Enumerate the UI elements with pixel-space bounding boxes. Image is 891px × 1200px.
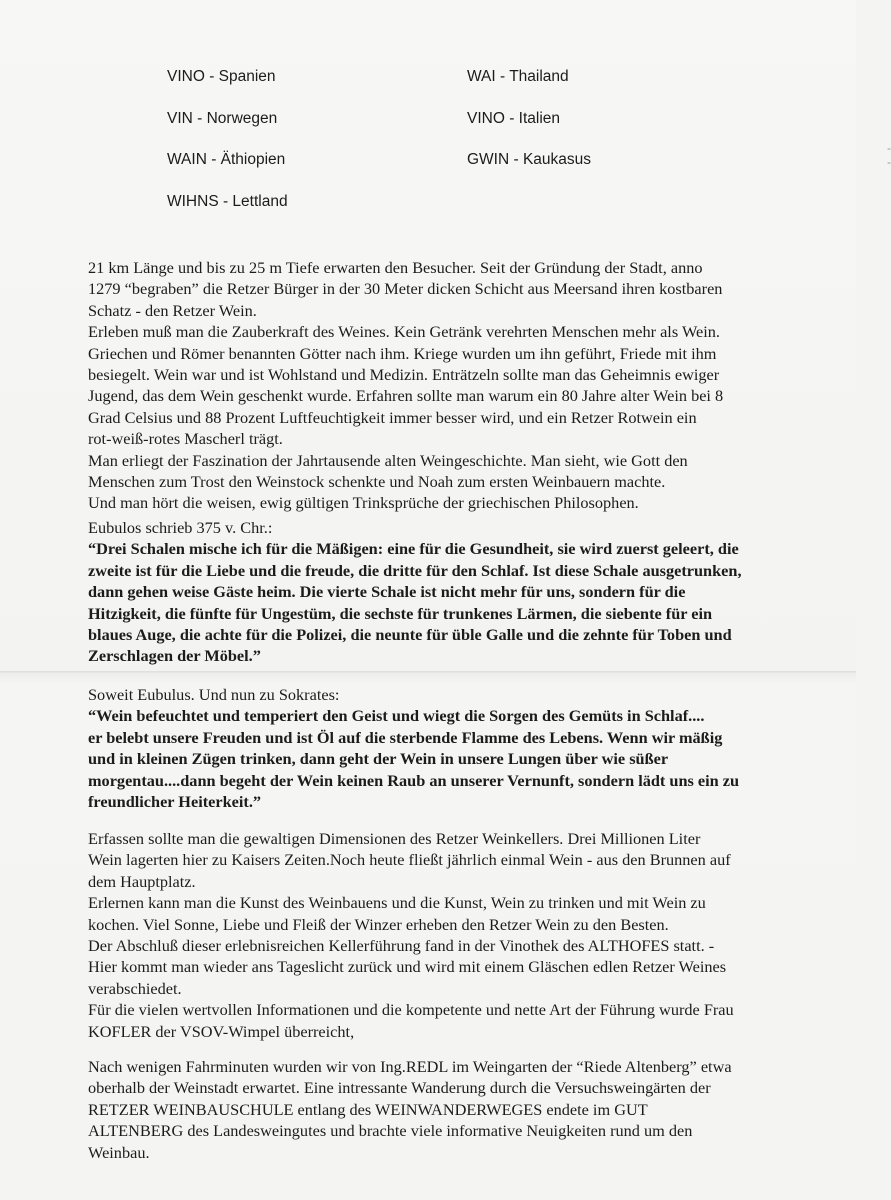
weinkeller-paragraph	[88, 828, 823, 1042]
text-line: Erleben muß man die Zauberkraft des Weines. Kein Getränk verehrten Menschen mehr als Wein.	[88, 322, 720, 342]
text-line: Weinbau.	[88, 1142, 150, 1162]
text-line: Menschen zum Trost den Weinstock schenkte und Noah zum ersten Weinbauern machte.	[88, 472, 666, 492]
text-line: Wein lagerten hier zu Kaisers Zeiten.Noch heute fließt jährlich einmal Wein - aus den Brunnen auf	[88, 850, 731, 870]
text-line: dem Hauptplatz.	[88, 871, 196, 891]
text-line: KOFLER der VSOV-Wimpel überreicht,	[88, 1021, 355, 1041]
sokrates-intro: Soweit Eubulus. Und nun zu Sokrates:	[88, 685, 340, 704]
text-line: rot-weiß-rotes Mascherl trägt.	[88, 429, 283, 449]
text-line: oberhalb der Weinstadt erwartet. Eine intressante Wanderung durch die Versuchsweingärten der	[88, 1078, 711, 1098]
text-line: Für die vielen wertvollen Informationen und die kompetente und nette Art der Führung wurde Frau	[88, 1000, 734, 1020]
word-entry: WAI - Thailand	[467, 68, 569, 85]
text-line: Hier kommt man wieder ans Tageslicht zurück und wird mit einem Gläschen edlen Retzer Weines	[88, 957, 727, 977]
text-line: 1279 “begraben” die Retzer Bürger in der 30 Meter dicken Schicht aus Meersand ihren kostbaren	[88, 279, 723, 299]
sokrates-section	[88, 684, 823, 812]
text-line: Der Abschluß dieser erlebnisreichen Kellerführung fand in der Vinothek des ALTHOFES statt. -	[88, 936, 715, 956]
word-entry: WAIN - Äthiopien	[167, 151, 286, 168]
word-list-row	[167, 141, 891, 187]
intro-paragraph	[88, 257, 823, 514]
text-line: besiegelt. Wein war und ist Wohlstand und Medizin. Enträtzeln sollte man das Geheimnis ewiger	[88, 365, 720, 385]
text-line: Grad Celsius und 88 Prozent Luftfeuchtigkeit immer besser wird, und ein Retzer Rotwein ein	[88, 407, 697, 427]
text-line: kochen. Viel Sonne, Liebe und Fleiß der Winzer erheben den Retzer Wein zu den Besten.	[88, 914, 669, 934]
eubulos-section	[88, 517, 823, 667]
quote-line: er belebt unsere Freuden und ist Öl auf die sterbende Flamme des Lebens. Wenn wir mäßig	[88, 727, 723, 747]
text-line: verabschiedet.	[88, 978, 182, 998]
scan-speck: -	[887, 155, 891, 169]
text-line: Erfassen sollte man die gewaltigen Dimensionen des Retzer Weinkellers. Drei Millionen Liter	[88, 829, 701, 848]
text-line: Man erliegt der Faszination der Jahrtausende alten Weingeschichte. Man sieht, wie Gott den	[88, 450, 688, 470]
eubulos-intro: Eubulos schrieb 375 v. Chr.:	[88, 518, 273, 537]
word-list-row	[167, 104, 767, 146]
quote-line: morgentau....dann begeht der Wein keinen Raub an unserer Vernunft, sondern lädt uns ein zu	[88, 770, 740, 790]
text-line: ALTENBERG des Landesweingutes und brachte viele informative Neuigkeiten rund um den	[88, 1121, 693, 1141]
quote-line: Hitzigkeit, die fünfte für Ungestüm, die sechste für trunkenes Lärmen, die siebente für ein	[88, 603, 713, 623]
text-line: Griechen und Römer benannten Götter nach ihm. Kriege wurden um ihn geführt, Friede mit ihm	[88, 343, 717, 363]
word-entry: VIN - Norwegen	[167, 109, 278, 127]
text-line: Erlernen kann man die Kunst des Weinbauens und die Kunst, Wein zu trinken und mit Wein zu	[88, 893, 706, 913]
sokrates-quote	[88, 705, 823, 812]
word-list-row	[167, 187, 767, 229]
word-entry: GWIN - Kaukasus	[467, 151, 592, 168]
weingarten-paragraph	[88, 1056, 823, 1163]
quote-line: freundlicher Heiterkeit.”	[88, 792, 262, 812]
wine-word-list	[167, 62, 891, 228]
text-line: Jugend, das dem Wein geschenkt wurde. Erfahren sollte man warum ein 80 Jahre alter Wein bei 8	[88, 386, 724, 406]
quote-line: “Drei Schalen mische ich für die Mäßigen: eine für die Gesundheit, sie wird zuerst geleert, die	[88, 539, 739, 559]
text-line: Schatz - den Retzer Wein.	[88, 300, 257, 320]
quote-line: “Wein befeuchtet und temperiert den Geist und wiegt die Sorgen des Gemüts in Schlaf....	[88, 706, 705, 726]
scan-speck: -	[887, 141, 891, 155]
quote-line: und in kleinen Zügen trinken, dann geht der Wein in unsere Lungen über wie süßer	[88, 749, 669, 769]
text-line: 21 km Länge und bis zu 25 m Tiefe erwarten den Besucher. Seit der Gründung der Stadt, anno	[88, 258, 703, 277]
word-list-row	[167, 62, 767, 104]
quote-line: Zerschlagen der Möbel.”	[88, 646, 261, 666]
paper-fold-line	[0, 671, 856, 674]
quote-line: zweite ist für die Liebe und die freude, die dritte für den Schlaf. Ist diese Schale ausgetrunken,	[88, 560, 742, 580]
text-line: Nach wenigen Fahrminuten wurden wir von Ing.REDL im Weingarten der “Riede Altenberg” etwa	[88, 1057, 732, 1076]
text-line: Und man hört die weisen, ewig gültigen Trinksprüche der griechischen Philosophen.	[88, 493, 639, 513]
quote-line: blaues Auge, die achte für die Polizei, die neunte für üble Galle und die zehnte für Toben und	[88, 625, 732, 645]
word-entry: VINO - Spanien	[167, 68, 276, 85]
word-entry: WIHNS - Lettland	[167, 192, 288, 210]
text-line: RETZER WEINBAUSCHULE entlang des WEINWANDERWEGES endete im GUT	[88, 1099, 648, 1119]
word-entry: VINO - Italien	[467, 109, 561, 127]
eubulos-quote	[88, 538, 823, 666]
quote-line: dann gehen weise Gäste heim. Die vierte Schale ist nicht mehr für uns, sondern für die	[88, 582, 686, 602]
